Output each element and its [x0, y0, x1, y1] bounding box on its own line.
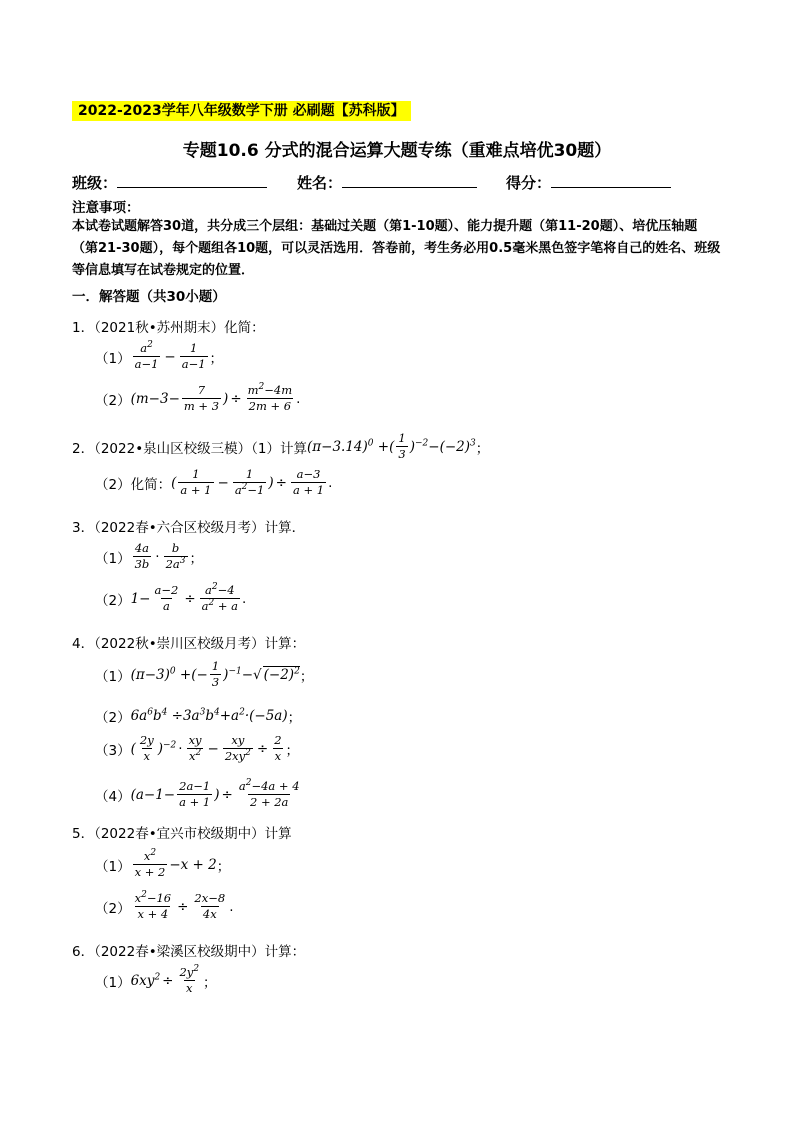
score-blank[interactable] [551, 173, 671, 188]
class-field [72, 172, 267, 193]
score-label: 得分： [506, 174, 552, 192]
q1-part1: （1） $\frac{a^2}{a-1}$ − $\frac{1}{a-1}$ ； [95, 340, 224, 371]
q3-part2: （2） 1− $\frac{a-2}{a}$ ÷ $\frac{a^2-4}{a^2 + a}$ . [95, 582, 247, 613]
q6-part1: （1） $6xy^2$ ÷ $\frac{2y^2}{x}$ ； [95, 964, 217, 995]
score-field [506, 172, 671, 193]
section-heading: 一．解答题（共30小题） [72, 289, 226, 305]
name-blank[interactable] [342, 173, 477, 188]
class-blank[interactable] [117, 173, 267, 188]
q4-part4: （4） (a−1− $\frac{2a-1}{a + 1}$ ) ÷ $\frac{a^2-4a + 4}{2 + 2a}$ [95, 778, 300, 809]
question-4: 4．（2022秋•崇川区校级月考）计算： [72, 636, 306, 652]
notice-text: 本试卷试题解答30道，共分成三个层组：基础过关题（第1-10题）、能力提升题（第11-20题）、培优压轴题（第21-30题），每个题组各10题，可以灵活选用．答卷前，考生务必用0.5毫米黑色签字笔将自己的姓名、班级等信息填写在试卷规定的位置． [72, 219, 721, 278]
question-3: 3．（2022春•六合区校级月考）计算． [72, 520, 306, 536]
q5-part2: （2） $\frac{x^2-16}{x + 4}$ ÷ $\frac{2x-8}{4x}$ . [95, 890, 234, 921]
course-tag: 2022-2023学年八年级数学下册 必刷题【苏科版】 [72, 101, 411, 121]
q2-part2: （2） 化简： ( $\frac{1}{a + 1}$ − $\frac{1}{a^2-1}$ ) ÷ $\frac{a-3}{a + 1}$ . [95, 467, 333, 497]
q5-part1: （1） $\frac{x^2}{x + 2}$ −x + 2 ； [95, 848, 231, 879]
question-2: 2．（2022•泉山区校级三模）（1）计算 $(\pi-3.14)^0$ +( $\frac{1}{3}$ )$^{-2}-(-2)^3$ ； [72, 431, 490, 461]
class-label: 班级： [72, 174, 118, 192]
name-label: 姓名： [297, 174, 343, 192]
q4-part2: （2） $6a^6b^4 \div 3a^3b^4+a^2\cdot(-5a)$ ； [95, 707, 302, 726]
q4-part1: （1） $(\pi-3)^0$ +(− $\frac{1}{3}$ )$^{-1}$−√ $(-2)^2$ ； [95, 659, 314, 689]
notice-heading: 注意事项： [72, 200, 140, 216]
q1-part2: （2） (m−3− $\frac{7}{m + 3}$ ) ÷ $\frac{m^2-4m}{2m + 6}$ . [95, 382, 301, 413]
name-field [297, 172, 477, 193]
q3-part1: （1） $\frac{4a}{3b}$ · $\frac{b}{2a^3}$ ； [95, 541, 203, 571]
question-6: 6．（2022春•梁溪区校级期中）计算： [72, 944, 306, 960]
question-5: 5．（2022春•宜兴市校级期中）计算 [72, 826, 292, 842]
question-1: 1．（2021秋•苏州期末）化简： [72, 320, 265, 336]
page-title: 专题10.6 分式的混合运算大题专练（重难点培优30题） [182, 141, 612, 161]
q4-part3: （3） ( $\frac{2y}{x}$ )$^{-2}$ · $\frac{xy}{x^2}$ − $\frac{xy}{2xy^2}$ ÷ $\frac{2}{x}$ ； [95, 733, 300, 763]
